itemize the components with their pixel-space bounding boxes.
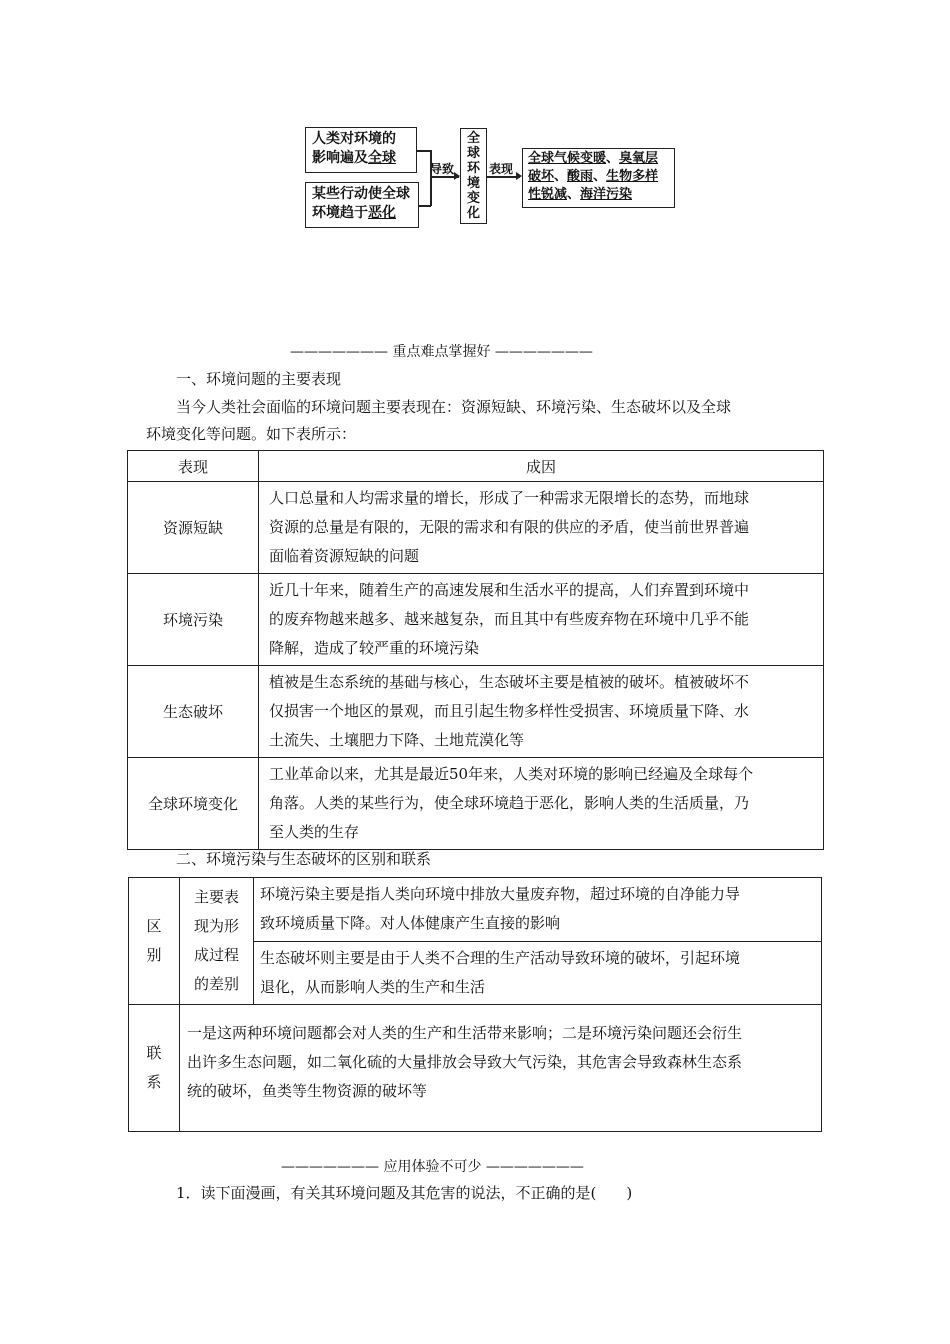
table-header-row <box>128 451 824 482</box>
text-line: 退化，从而影响人类的生产和生活 <box>260 978 486 996</box>
box4-l1-a: 全球气候变暖 <box>528 151 607 166</box>
row-cause <box>259 666 824 758</box>
cause-line: 植被是生态系统的基础与核心，生态破坏主要是植被的破坏。植被破坏不 <box>269 673 750 691</box>
box4-l2-c: 生物多样 <box>606 169 659 184</box>
box3-char-4: 境 <box>466 176 480 191</box>
cause-line: 土流失、土壤肥力下降、土地荒漠化等 <box>269 731 525 749</box>
cause-line: 近几十年来，随着生产的高速发展和生活水平的提高，人们弃置到环境中 <box>269 581 750 599</box>
diff-label-cell <box>129 878 180 1005</box>
cause-line: 的废弃物越来越多、越来越复杂，而且其中有些废弃物在环境中几乎不能 <box>269 610 750 628</box>
diff-sub-line: 的差别 <box>193 975 239 993</box>
diff-sub-line: 现为形 <box>193 917 239 935</box>
text-line: 环境污染主要是指人类向环境中排放大量废弃物，超过环境的自净能力导 <box>260 885 741 903</box>
diff-sub-cell <box>180 878 254 1005</box>
cause-line: 工业革命以来，尤其是最近50年来，人类对环境的影响已经遍及全球每个 <box>269 765 754 783</box>
diagram-box-manifestations <box>522 148 675 208</box>
link-label-cell <box>129 1005 180 1132</box>
link-label-char: 联 <box>146 1044 162 1062</box>
box4-l3-sep: 、 <box>567 187 581 202</box>
box4-l1-b: 臭氧层 <box>619 151 659 166</box>
diff-sub-line: 主要表 <box>193 888 239 906</box>
cause-line: 角落。人类的某些行为，使全球环境趋于恶化，影响人类的生活质量，乃 <box>269 794 750 812</box>
box2-line2-prefix: 环境趋于 <box>312 205 368 221</box>
diagram-box-actions <box>305 182 419 228</box>
box1-line2-underlined: 全球 <box>368 150 396 166</box>
diff-label-char: 区 <box>146 917 162 935</box>
box3-char-3: 环 <box>466 161 480 176</box>
table-row <box>128 574 824 666</box>
table-row <box>128 758 824 850</box>
box4-l2-sep2: 、 <box>593 169 607 184</box>
section-header-practice: ——————— 应用体验不可少 ——————— <box>281 1159 584 1175</box>
link-row <box>129 1005 822 1132</box>
box3-char-2: 球 <box>466 146 480 161</box>
row-cause <box>259 758 824 850</box>
box1-line2-prefix: 影响遍及 <box>312 150 368 166</box>
cause-line: 资源的总量是有限的，无限的需求和有限的供应的矛盾，使当前世界普遍 <box>269 518 750 536</box>
box2-line2-underlined: 恶化 <box>368 205 396 221</box>
header-manifestation: 表现 <box>128 451 259 482</box>
table-row <box>128 666 824 758</box>
row-name: 环境污染 <box>128 574 259 666</box>
environment-issues-table <box>127 450 824 850</box>
cause-line: 仅损害一个地区的景观，而且引起生物多样性受损害、环境质量下降、水 <box>269 702 750 720</box>
part1-title: 一、环境问题的主要表现 <box>176 370 342 388</box>
diff-row-1 <box>129 878 822 942</box>
connector-v <box>430 150 432 206</box>
arrow1-label: 导致 <box>430 162 455 176</box>
arrow2-label: 表现 <box>489 162 514 176</box>
row-cause <box>259 482 824 574</box>
box4-l1-sep: 、 <box>606 151 620 166</box>
text-line: 一是这两种环境问题都会对人类的生产和生活带来影响；二是环境污染问题还会衍生 <box>187 1024 743 1042</box>
table-row <box>128 482 824 574</box>
box3-char-5: 变 <box>466 191 480 206</box>
part2-title: 二、环境污染与生态破坏的区别和联系 <box>176 850 432 868</box>
section-header-key-points: ——————— 重点难点掌握好 ——————— <box>290 344 593 360</box>
row-name: 资源短缺 <box>128 482 259 574</box>
diagram-box-global-change <box>460 128 487 224</box>
diff-sub-line: 成过程 <box>193 946 239 964</box>
cause-line: 降解，造成了较严重的环境污染 <box>269 639 480 657</box>
box3-char-6: 化 <box>466 206 480 221</box>
text-line: 致环境质量下降。对人体健康产生直接的影响 <box>260 914 561 932</box>
row-cause <box>259 574 824 666</box>
row-name: 生态破坏 <box>128 666 259 758</box>
diff-label-char: 别 <box>146 946 162 964</box>
row-name: 全球环境变化 <box>128 758 259 850</box>
pollution-vs-destruction-table <box>128 877 822 1132</box>
destruction-definition <box>254 942 822 1005</box>
box3-char-1: 全 <box>466 131 480 146</box>
box4-l2-b: 酸雨 <box>567 169 594 184</box>
cause-line: 面临着资源短缺的问题 <box>269 547 420 565</box>
text-line: 出许多生态问题，如二氧化硫的大量排放会导致大气污染，其危害会导致森林生态系 <box>187 1053 743 1071</box>
box1-line1: 人类对环境的 <box>312 131 396 147</box>
link-label-char: 系 <box>146 1073 162 1091</box>
box4-l2-sep1: 、 <box>554 169 568 184</box>
cause-line: 人口总量和人均需求量的增长，形成了一种需求无限增长的态势，而地球 <box>269 489 750 507</box>
pollution-definition <box>254 878 822 942</box>
connector-h1 <box>417 150 431 152</box>
box4-l3-a: 性锐减 <box>528 187 568 202</box>
part1-intro-line2: 环境变化等问题。如下表所示： <box>146 425 357 443</box>
box4-l3-b: 海洋污染 <box>580 187 633 202</box>
box2-line1: 某些行动使全球 <box>312 186 410 202</box>
text-line: 统的破坏，鱼类等生物资源的破坏等 <box>187 1082 428 1100</box>
header-cause: 成因 <box>259 451 824 482</box>
question-1: 1．读下面漫画，有关其环境问题及其危害的说法，不正确的是( ) <box>176 1184 633 1202</box>
part1-intro-line1: 当今人类社会面临的环境问题主要表现在：资源短缺、环境污染、生态破坏以及全球 <box>176 398 732 416</box>
box4-l2-a: 破坏 <box>528 169 555 184</box>
cause-line: 至人类的生存 <box>269 823 360 841</box>
text-line: 生态破坏则主要是由于人类不合理的生产活动导致环境的破坏，引起环境 <box>260 949 741 967</box>
link-description <box>180 1005 822 1132</box>
diagram-box-influence <box>305 127 417 173</box>
